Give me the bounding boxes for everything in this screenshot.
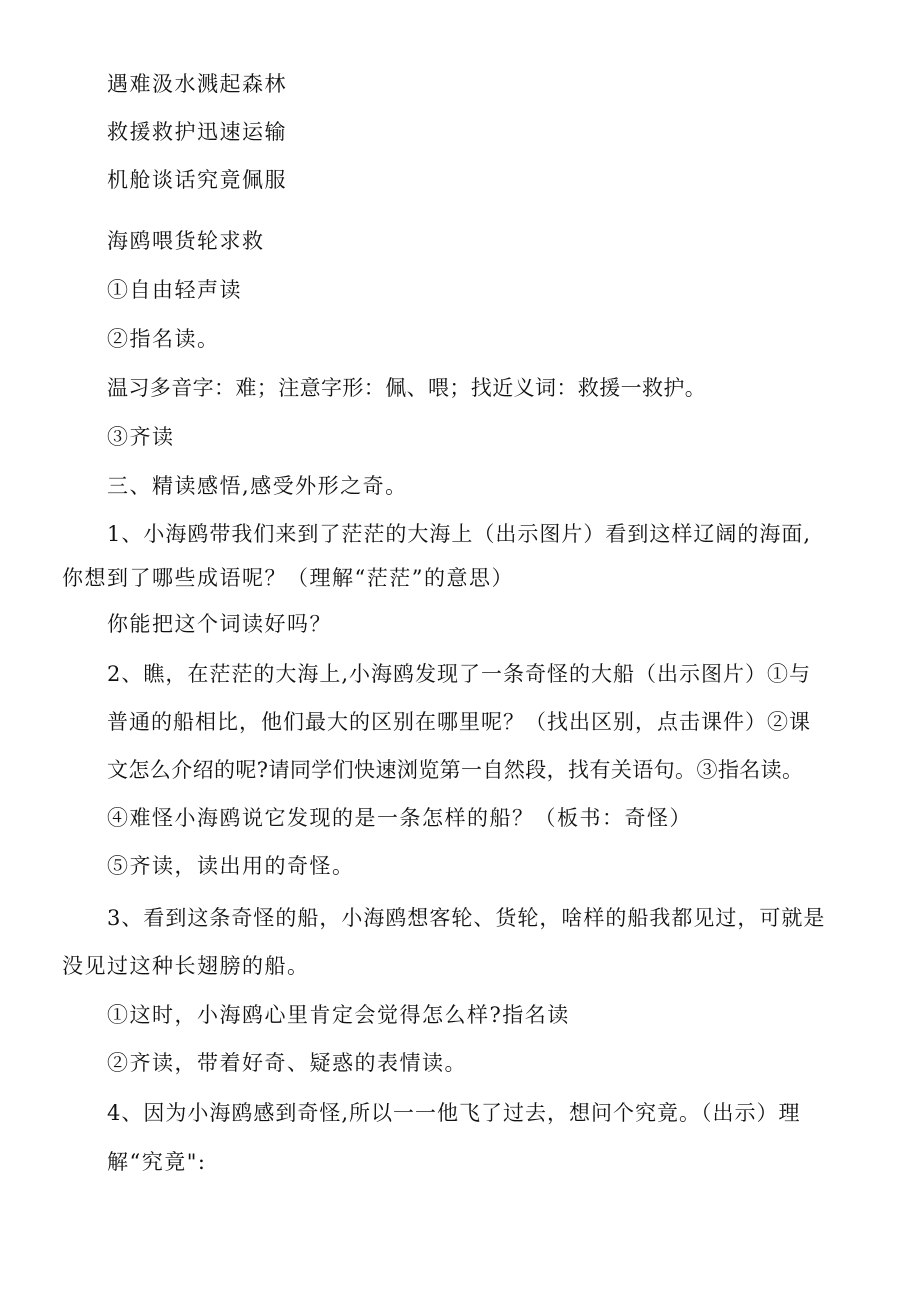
- vocab-line-1: 遇难汲水溅起森林: [107, 72, 287, 96]
- reading-step-1: ①自由轻声读: [107, 278, 242, 302]
- paragraph-2-line-1: 2、瞧，在茫茫的大海上,小海鸥发现了一条奇怪的大船（出示图片）①与: [107, 662, 812, 686]
- paragraph-1-followup: 你能把这个词读好吗？: [107, 612, 332, 636]
- vocab-line-4: 海鸥喂货轮求救: [107, 229, 265, 253]
- paragraph-2-line-3: 文怎么介绍的呢?请同学们快速浏览第一自然段，找有关语句。③指名读。: [107, 758, 804, 782]
- paragraph-3-line-1: 3、看到这条奇怪的船，小海鸥想客轮、货轮，啥样的船我都见过，可就是: [107, 906, 826, 930]
- paragraph-1-line-1: 1、小海鸥带我们来到了茫茫的大海上（出示图片）看到这样辽阔的海面,: [107, 522, 812, 546]
- paragraph-2-line-4: ④难怪小海鸥说它发现的是一条怎样的船？（板书：奇怪）: [107, 806, 692, 830]
- paragraph-1-line-2: 你想到了哪些成语呢？（理解“茫茫”的意思）: [62, 566, 514, 590]
- reading-step-2: ②指名读。: [107, 327, 220, 351]
- paragraph-3-step-1: ①这时，小海鸥心里肯定会觉得怎么样?指名读: [107, 1003, 570, 1027]
- vocab-line-2: 救援救护迅速运输: [107, 120, 287, 144]
- paragraph-4-line-2: 解“究竟":: [107, 1150, 207, 1174]
- section-heading: 三、精读感悟,感受外形之奇。: [107, 474, 408, 498]
- vocab-line-3: 机舱谈话究竟佩服: [107, 168, 287, 192]
- paragraph-3-step-2: ②齐读，带着好奇、疑惑的表情读。: [107, 1051, 467, 1075]
- reading-note: 温习多音字：难；注意字形：佩、喂；找近义词：救援一救护。: [107, 376, 707, 400]
- paragraph-2-line-5: ⑤齐读，读出用的奇怪。: [107, 854, 355, 878]
- reading-step-3: ③齐读: [107, 425, 175, 449]
- paragraph-4-line-1: 4、因为小海鸥感到奇怪,所以一一他飞了过去，想问个究竟。（出示）理: [107, 1101, 801, 1125]
- paragraph-2-line-2: 普通的船相比，他们最大的区别在哪里呢？（找出区别，点击课件）②课: [107, 710, 811, 734]
- paragraph-3-line-2: 没见过这种长翅膀的船。: [62, 954, 310, 978]
